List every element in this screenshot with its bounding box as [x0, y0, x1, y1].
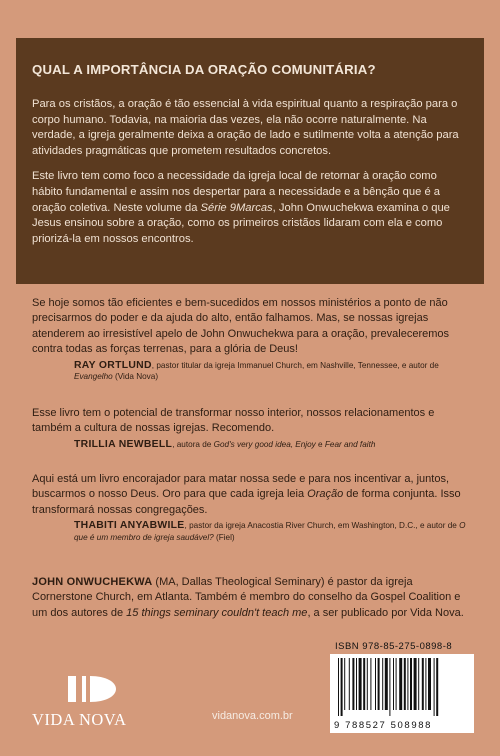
endorsement-attribution: RAY ORTLUND, pastor titular da igreja Immanuel Church, em Nashville, Tennessee, e autor de Evangelho (Vida Nova): [74, 359, 439, 382]
endorsement-1: [32, 296, 472, 383]
barcode-bars: [336, 658, 468, 716]
series-title: Série 9Marcas: [200, 201, 273, 214]
publisher-name: VIDA NOVA: [32, 710, 127, 729]
isbn-label: ISBN 978-85-275-0898-8: [335, 641, 453, 652]
barcode-digits: 9 788527 508988: [334, 720, 432, 731]
endorsement-quote: Esse livro tem o potencial de transformar nosso interior, nossos relacionamentos e também a cultura de nossas igrejas. Recomendo.: [32, 407, 435, 435]
intro-paragraph-1: Para os cristãos, a oração é tão essencial à vida espiritual quanto a respiração para o corpo humano. Todavia, na maioria das vezes, ela não ocorre naturalmente. Na verdade, a igreja geralmente deixa a oração de lado e sutilmente volta a atenção para atividades pragmáticas que prometem resultados concretos.: [32, 98, 459, 157]
endorsement-quote: Aqui está um livro encorajador para matar nossa sede e para nos incentivar a, juntos, buscarmos o nosso Deus. Oro para que cada igreja leia Oração de forma conjunta. Isso transformará nossas congregações.: [32, 473, 461, 516]
author-bio: JOHN ONWUCHEKWA (MA, Dallas Theological Seminary) é pastor da igreja Cornerstone Church, em Atlanta. Também é membro do conselho da Gospel Coalition e um dos autores de 15 things seminary couldn't teach me, a ser publicado por Vida Nova.: [32, 576, 464, 619]
summary-box: [16, 38, 484, 284]
endorsement-attribution: THABITI ANYABWILE, pastor da igreja Anacostia River Church, em Washington, D.C., e autor de O que é um membro de igreja saudável? (Fiel): [74, 520, 466, 542]
publisher-logo: [32, 672, 152, 728]
vida-nova-logo-icon: [62, 672, 122, 708]
publisher-url[interactable]: vidanova.com.br: [212, 710, 293, 722]
endorsement-quote: Se hoje somos tão eficientes e bem-sucedidos em nossos ministérios a ponto de não precisarmos do poder e da ajuda do alto, então falhamos. Mas, se nossas igrejas atenderem ao irresistível apelo de John Onwuchekwa para a oração, prevaleceremos contra todas as forças terrenas, para a glória de Deus!: [32, 297, 450, 356]
barcode: [330, 654, 474, 733]
top-band: [0, 0, 500, 38]
intro-paragraph-2: Este livro tem como foco a necessidade da igreja local de retornar à oração como hábito fundamental e assim nos despertar para a necessidade e a bênção que é a oração coletiva. Neste volume da Série 9Marcas, John Onwuchekwa examina o que Jesus ensinou sobre a oração, como os primeiros cristãos lidaram com ela e como priorizá-la em nossos encontros.: [32, 170, 450, 245]
endorsement-attribution: TRILLIA NEWBELL, autora de God's very good idea, Enjoy e Fear and faith: [74, 438, 376, 450]
endorsement-3: [32, 472, 472, 543]
endorsement-2: [32, 406, 472, 450]
heading: QUAL A IMPORTÂNCIA DA ORAÇÃO COMUNITÁRIA?: [32, 62, 376, 77]
